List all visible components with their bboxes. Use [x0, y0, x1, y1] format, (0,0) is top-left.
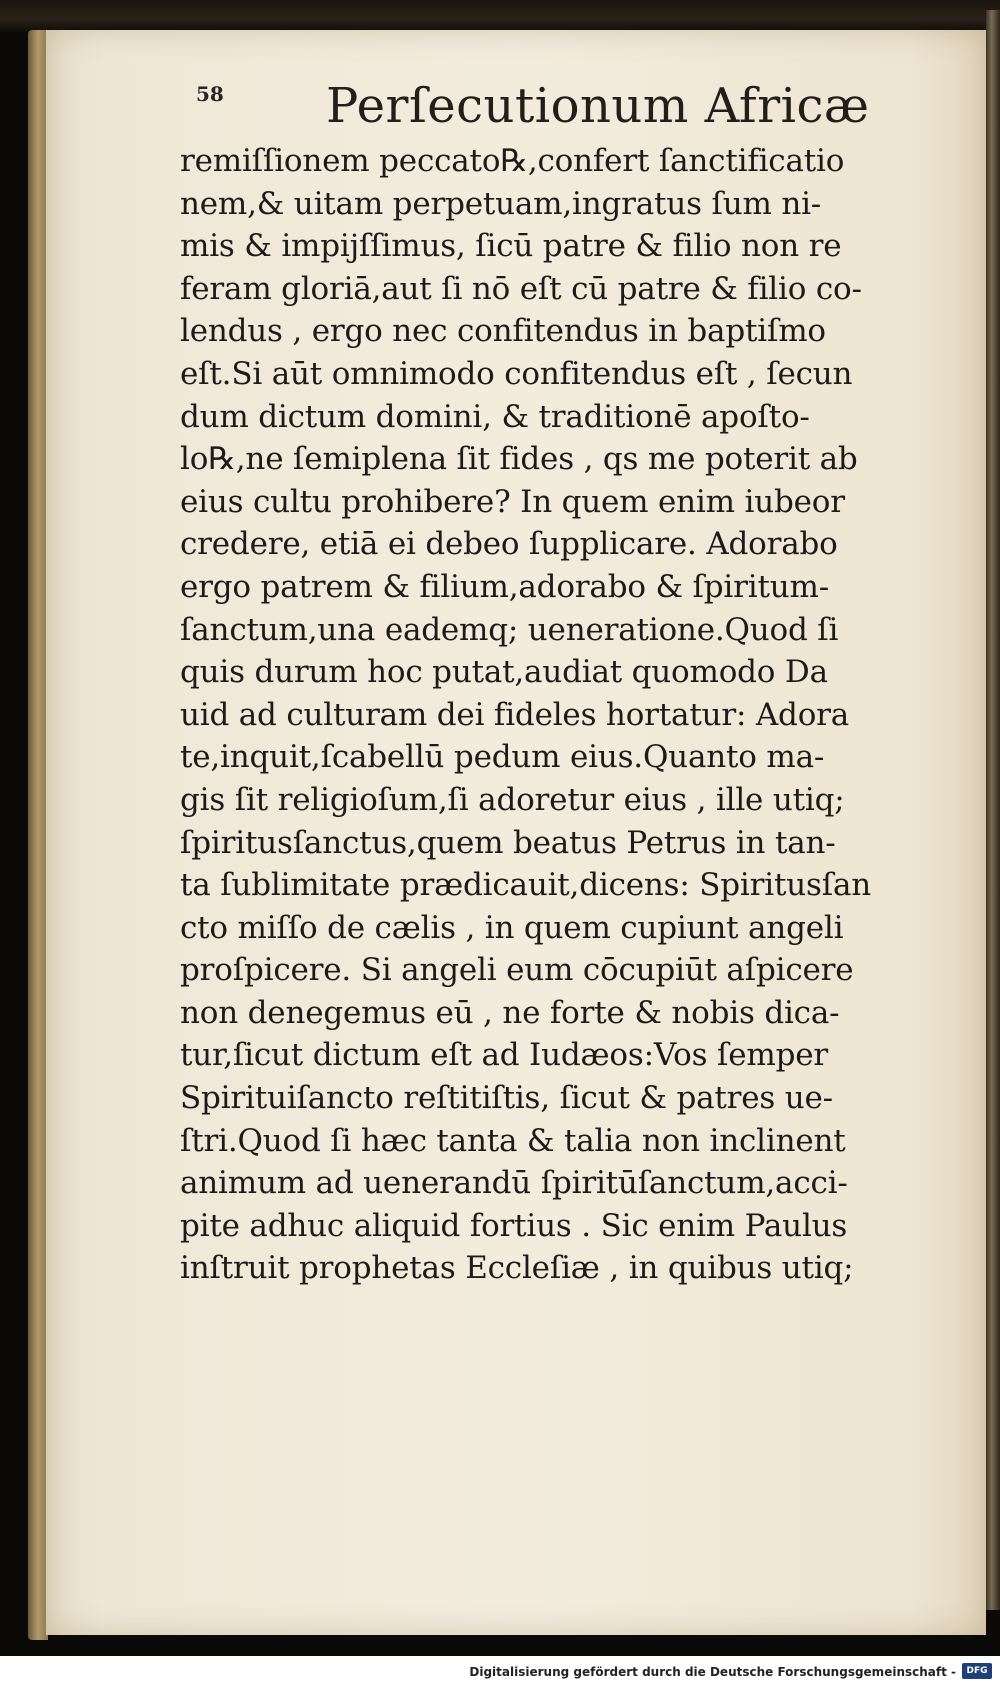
text-line: te,inquit,ſcabellū pedum eius.Quanto ma- [180, 739, 825, 776]
page-number: 58 [196, 82, 224, 106]
book-edge-left [28, 30, 48, 1640]
text-line: non denegemus eū , ne forte & nobis dica- [180, 994, 840, 1031]
text-line: ſanctum,una eademq; ueneratione.Quod ſi [180, 611, 839, 648]
text-line: quis durum hoc putat,audiat quomodo Da [180, 654, 828, 691]
funding-credit: Digitalisierung gefördert durch die Deutsche Forschungsgemeinschaft - [469, 1665, 956, 1679]
text-line: lendus , ergo nec confitendus in baptiſmo [180, 313, 826, 350]
text-line: inſtruit prophetas Eccleſiæ , in quibus utiq; [180, 1250, 854, 1287]
text-line: eius cultu prohibere? In quem enim iubeor [180, 483, 845, 520]
footer-strip [0, 1656, 1000, 1689]
book-edge-top [0, 0, 1000, 32]
text-line: pite adhuc aliquid fortius . Sic enim Paulus [180, 1207, 848, 1244]
dfg-logo-icon: DFG [962, 1663, 992, 1679]
text-line: eſt.Si aūt omnimodo confitendus eſt , ſecun [180, 355, 853, 392]
text-line: cto miſſo de cælis , in quem cupiunt angeli [180, 909, 844, 946]
text-line: ta ſublimitate prædicauit,dicens: Spiritusſan [180, 867, 872, 904]
text-line: animum ad uenerandū ſpiritūſanctum,acci- [180, 1165, 848, 1202]
text-line: uid ad culturam dei fideles hortatur: Adora [180, 696, 850, 733]
text-line: gis ſit religioſum,ſi adoretur eius , ille utiq; [180, 781, 845, 818]
book-page [46, 30, 986, 1635]
text-line: Spirituiſancto reſtitiſtis, ſicut & patres ue- [180, 1080, 833, 1117]
book-edge-right [986, 10, 1000, 1610]
text-block [180, 140, 940, 1290]
text-line: tur,ſicut dictum eſt ad Iudæos:Vos ſemper [180, 1037, 829, 1074]
text-line: remiſſionem peccato℞,confert ſanctificatio [180, 143, 845, 179]
text-line: nem,& uitam perpetuam,ingratus ſum ni- [180, 185, 822, 222]
text-line: feram gloriā,aut ſi nō eſt cū patre & filio co- [180, 270, 862, 307]
text-line: credere, etiā ei debeo ſupplicare. Adorabo [180, 526, 838, 563]
text-line: ergo patrem & filium,adorabo & ſpiritum- [180, 568, 829, 605]
text-line: dum dictum domini, & traditionē apoſto- [180, 398, 810, 435]
text-line: mis & impijſſimus, ſicū patre & filio non re [180, 228, 842, 265]
text-line: ſtri.Quod ſi hæc tanta & talia non inclinent [180, 1122, 846, 1159]
text-line: proſpicere. Si angeli eum cōcupiūt aſpicere [180, 952, 854, 989]
text-line: lo℞,ne ſemiplena ſit fides , qs me poterit ab [180, 441, 858, 478]
running-head: Perſecutionum Africæ [326, 78, 870, 134]
text-line: ſpiritusſanctus,quem beatus Petrus in tan- [180, 824, 836, 861]
